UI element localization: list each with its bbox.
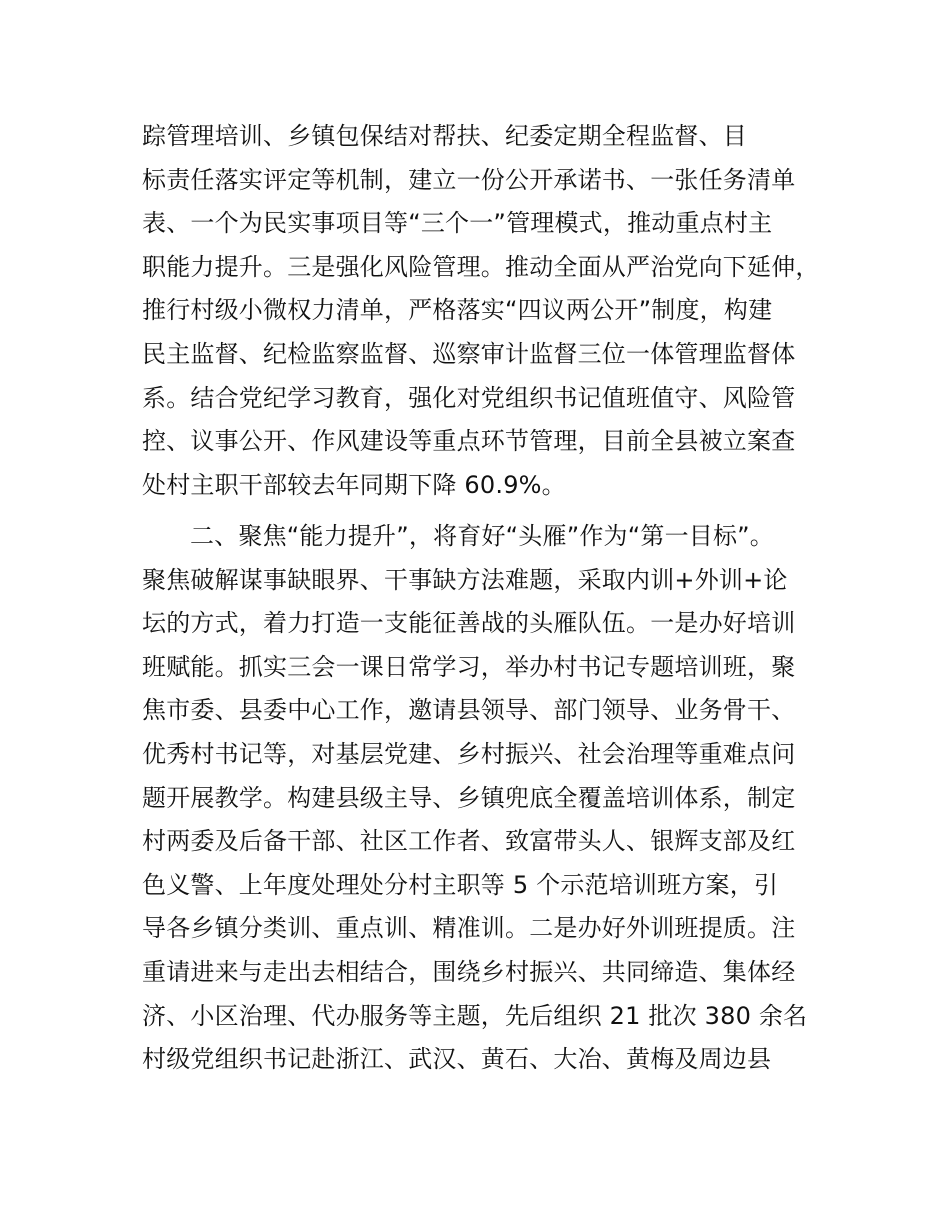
- text-line: 标责任落实评定等机制，建立一份公开承诺书、一张任务清单: [142, 165, 796, 194]
- section-heading-line: 二、聚焦“能力提升”，将育好“头雁”作为“第一目标”。: [190, 522, 774, 550]
- text-line: 村级党组织书记赴浙江、武汉、黄石、大冶、黄梅及周边县: [142, 1045, 772, 1074]
- text-line: 济、小区治理、代办服务等主题，先后组织 21 批次 380 余名: [142, 1001, 808, 1030]
- text-line: 焦市委、县委中心工作，邀请县领导、部门领导、业务骨干、: [142, 696, 796, 725]
- text-line: 题开展教学。构建县级主导、乡镇兜底全覆盖培训体系，制定: [142, 783, 796, 812]
- text-line: 色义警、上年度处理处分村主职等 5 个示范培训班方案，引: [142, 870, 779, 899]
- text-line: 村两委及后备干部、社区工作者、致富带头人、银辉支部及红: [142, 827, 796, 856]
- text-line: 重请进来与走出去相结合，围绕乡村振兴、共同缔造、集体经: [142, 957, 796, 986]
- text-line: 职能力提升。三是强化风险管理。推动全面从严治党向下延伸，: [142, 252, 820, 281]
- text-line: 控、议事公开、作风建设等重点环节管理，目前全县被立案查: [142, 427, 796, 456]
- text-line: 民主监督、纪检监察监督、巡察审计监督三位一体管理监督体: [142, 339, 796, 368]
- paragraph-risk-management: [142, 115, 822, 507]
- text-line: 推行村级小微权力清单，严格落实“四议两公开”制度，构建: [142, 296, 773, 325]
- text-line: 班赋能。抓实三会一课日常学习，举办村书记专题培训班，聚: [142, 652, 796, 681]
- text-line: 踪管理培训、乡镇包保结对帮扶、纪委定期全程监督、目: [142, 122, 747, 150]
- text-line: 优秀村书记等，对基层党建、乡村振兴、社会治理等重难点问: [142, 739, 796, 768]
- text-line: 系。结合党纪学习教育，强化对党组织书记值班值守、风险管: [142, 383, 796, 412]
- text-line: 聚焦破解谋事缺眼界、干事缺方法难题，采取内训+外训+论: [142, 565, 788, 594]
- text-line: 导各乡镇分类训、重点训、精准训。二是办好外训班提质。注: [142, 914, 796, 943]
- paragraph-capacity-building: [142, 515, 822, 1082]
- text-line: 坛的方式，着力打造一支能征善战的头雁队伍。一是办好培训: [142, 609, 796, 638]
- text-line: 处村主职干部较去年同期下降 60.9%。: [142, 470, 566, 499]
- text-line: 表、一个为民实事项目等“三个一”管理模式，推动重点村主: [142, 209, 773, 238]
